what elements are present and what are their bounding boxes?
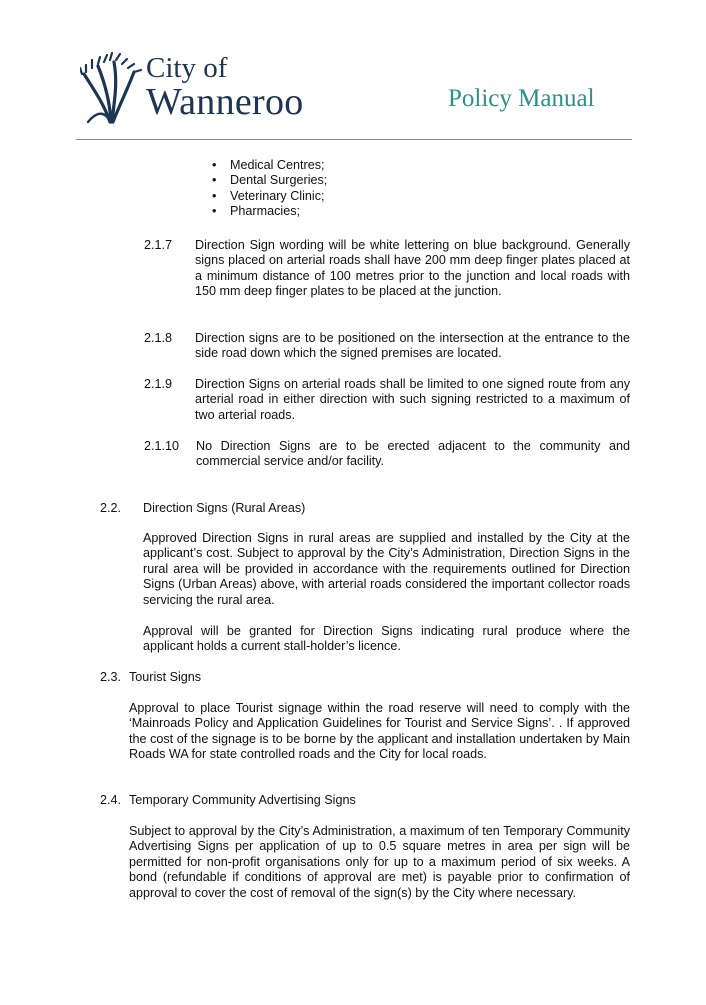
city-logo xyxy=(80,52,330,124)
section-paragraph: Approval will be granted for Direction Signs indicating rural produce where the applicant holds a current stall-holder’s licence. xyxy=(143,624,630,654)
clause-number: 2.1.9 xyxy=(144,377,173,391)
clause-text: Direction Sign wording will be white lettering on blue background. Generally signs placed on arterial roads shall have 200 mm deep finger plates placed at a minimum distance of 100 metres prior to the junction and local roads with 150 mm deep finger plates to be placed at the junction. xyxy=(195,238,630,299)
clause-number: 2.1.7 xyxy=(144,238,173,252)
logo-wanneroo: Wanneroo xyxy=(146,81,304,123)
clause-number: 2.1.8 xyxy=(144,331,173,345)
bullet-item: • Veterinary Clinic; xyxy=(212,189,327,204)
clause-number: 2.1.10 xyxy=(144,439,180,453)
clause-text: Direction signs are to be positioned on the intersection at the entrance to the side road down which the signed premises are located. xyxy=(195,331,630,361)
section-heading: Direction Signs (Rural Areas) xyxy=(143,501,306,515)
section-paragraph: Approval to place Tourist signage within the road reserve will need to comply with the ‘Mainroads Policy and Application Guidelines for Tourist and Service Signs’. . If approved the cost of the signage is to be borne by the applicant and installation undertaken by Main Roads WA for state controlled roads and the City for local roads. xyxy=(129,701,630,762)
section-number: 2.2. xyxy=(100,501,122,515)
bullet-item: • Dental Surgeries; xyxy=(212,173,327,188)
clause-text: Direction Signs on arterial roads shall be limited to one signed route from any arterial road in either direction with such signing restricted to a maximum of two arterial roads. xyxy=(195,377,630,422)
bullet-item: • Pharmacies; xyxy=(212,204,327,219)
section-number: 2.4. xyxy=(100,793,122,807)
section-paragraph: Approved Direction Signs in rural areas are supplied and installed by the City at the applicant’s cost. Subject to approval by the City’s Administration, Direction Signs in the rural area will be provided in accordance with the requirements outlined for Direction Signs (Urban Areas) above, with arterial roads considered the important collector roads servicing the rural area. xyxy=(143,531,630,607)
bullet-item: • Medical Centres; xyxy=(212,158,327,173)
premises-bullet-list xyxy=(212,158,327,220)
section-paragraph: Subject to approval by the City’s Administration, a maximum of ten Temporary Community Advertising Signs per application of up to 0.5 square metres in area per sign will be permitted for non-profit organisations only for up to a maximum period of six weeks. A bond (refundable if conditions of approval are met) is payable prior to confirmation of approval to cover the cost of removal of the sign(s) by the City where necessary. xyxy=(129,824,630,900)
kangaroo-paw-logo-icon xyxy=(80,52,144,124)
policy-manual-title: Policy Manual xyxy=(448,85,595,112)
header-divider xyxy=(76,139,632,140)
section-number: 2.3. xyxy=(100,670,122,684)
section-heading: Temporary Community Advertising Signs xyxy=(129,793,356,807)
clause-text: No Direction Signs are to be erected adjacent to the community and commercial service and/or facility. xyxy=(196,439,630,469)
logo-city-of: City of xyxy=(146,52,228,84)
section-heading: Tourist Signs xyxy=(129,670,202,684)
